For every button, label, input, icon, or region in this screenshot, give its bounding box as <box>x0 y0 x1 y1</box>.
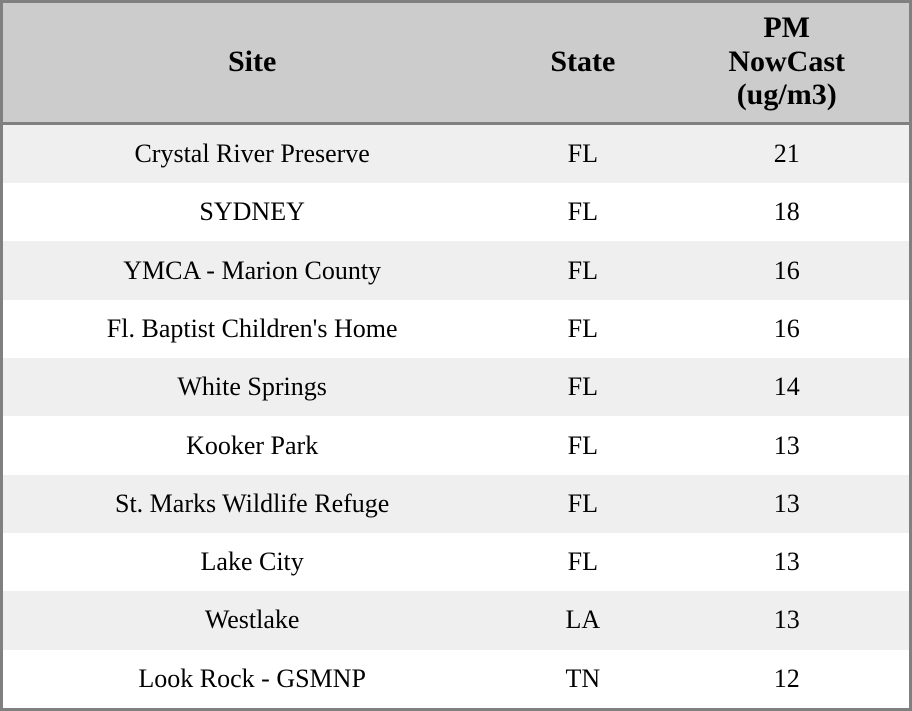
cell-pm-nowcast: 16 <box>664 300 909 358</box>
column-header-pm-line1: PM <box>763 11 810 44</box>
cell-pm-nowcast: 13 <box>664 416 909 474</box>
column-header-state <box>501 3 664 123</box>
cell-pm-nowcast: 13 <box>664 475 909 533</box>
cell-pm-nowcast: 21 <box>664 123 909 183</box>
column-header-pm-line2: NowCast <box>728 44 846 78</box>
cell-pm-nowcast: 13 <box>664 591 909 649</box>
table-row <box>3 358 909 416</box>
cell-state: FL <box>501 533 664 591</box>
cell-site: Fl. Baptist Children's Home <box>3 300 501 358</box>
cell-state: FL <box>501 123 664 183</box>
cell-state: FL <box>501 183 664 241</box>
cell-state: FL <box>501 475 664 533</box>
column-header-pm-line3: (ug/m3) <box>736 78 837 112</box>
cell-site: St. Marks Wildlife Refuge <box>3 475 501 533</box>
table-header <box>3 3 909 123</box>
cell-site: Westlake <box>3 591 501 649</box>
cell-state: FL <box>501 241 664 299</box>
table-row <box>3 650 909 708</box>
cell-site: Kooker Park <box>3 416 501 474</box>
cell-state: FL <box>501 358 664 416</box>
cell-state: FL <box>501 416 664 474</box>
cell-pm-nowcast: 18 <box>664 183 909 241</box>
cell-pm-nowcast: 12 <box>664 650 909 708</box>
column-header-site-label: Site <box>227 44 277 78</box>
table-row <box>3 475 909 533</box>
cell-site: Look Rock - GSMNP <box>3 650 501 708</box>
cell-site: Lake City <box>3 533 501 591</box>
column-header-pm-nowcast <box>664 3 909 123</box>
column-header-site <box>3 3 501 123</box>
table-header-row <box>3 3 909 123</box>
table-row <box>3 183 909 241</box>
cell-site: White Springs <box>3 358 501 416</box>
table-row <box>3 300 909 358</box>
cell-site: Crystal River Preserve <box>3 123 501 183</box>
table-body <box>3 123 909 708</box>
cell-site: SYDNEY <box>3 183 501 241</box>
cell-pm-nowcast: 14 <box>664 358 909 416</box>
table-row <box>3 123 909 183</box>
table-row <box>3 241 909 299</box>
table-row <box>3 591 909 649</box>
column-header-state-label: State <box>550 44 616 78</box>
cell-pm-nowcast: 16 <box>664 241 909 299</box>
cell-site: YMCA - Marion County <box>3 241 501 299</box>
cell-state: FL <box>501 300 664 358</box>
air-quality-table <box>3 3 909 708</box>
table-row <box>3 416 909 474</box>
cell-pm-nowcast: 13 <box>664 533 909 591</box>
cell-state: TN <box>501 650 664 708</box>
table-row <box>3 533 909 591</box>
cell-state: LA <box>501 591 664 649</box>
